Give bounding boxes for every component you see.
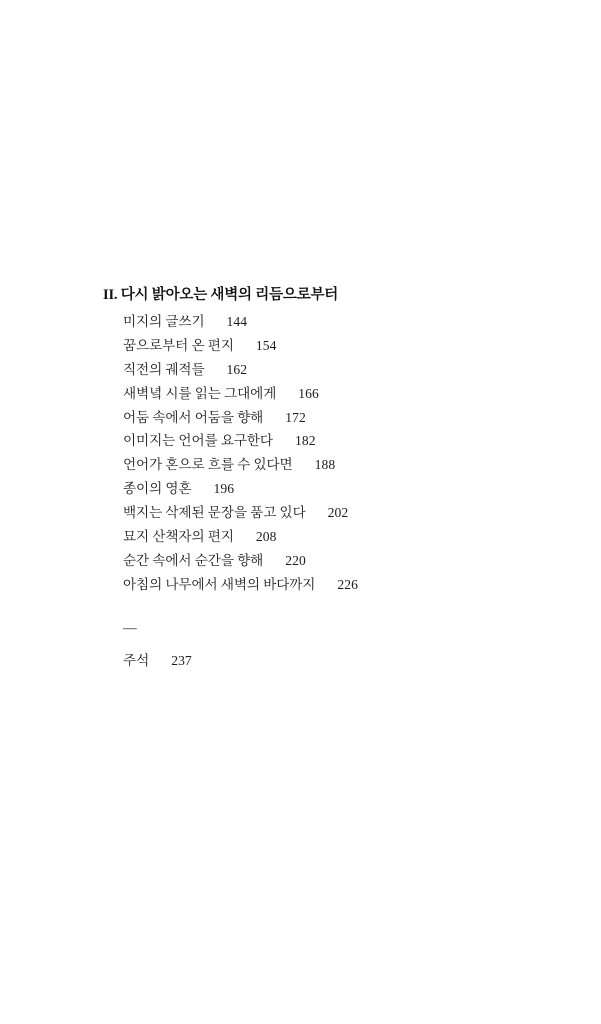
toc-entry-title: 직전의 궤적들 [123,361,205,377]
toc-entry-page: 208 [255,529,277,545]
toc-entry-title: 미지의 글쓰기 [123,314,205,329]
list-item[interactable] [123,530,533,544]
list-item[interactable] [123,578,533,592]
list-item[interactable] [123,315,533,329]
toc-entry-title: 종이의 영혼 [123,481,192,497]
toc-entry-title: 꿈으로부터 온 편지 [123,337,234,353]
toc-divider [103,619,533,637]
toc-entry-title: 순간 속에서 순간을 향해 [123,552,264,568]
table-of-contents [103,283,533,670]
toc-entry-page: 202 [327,505,349,521]
toc-entry-page: 166 [298,385,319,401]
list-item[interactable] [123,363,533,377]
toc-entry-page: 162 [226,361,248,377]
toc-entry-title: 묘지 산책자의 편지 [123,529,234,545]
em-dash-glyph: — [123,620,137,636]
list-item[interactable] [123,458,533,472]
toc-entry-page: 188 [314,457,336,473]
toc-entry-list [103,315,533,591]
toc-entry-page: 220 [285,552,306,568]
toc-entry-title: 어둠 속에서 어둠을 향해 [123,409,264,425]
toc-entry-page: 196 [213,481,235,497]
toc-entry-page: 182 [294,433,316,449]
toc-entry-title: 백지는 삭제된 문장을 품고 있다 [123,505,306,521]
list-item[interactable] [123,506,533,520]
toc-entry-page: 237 [171,653,192,669]
toc-entry-page: 144 [226,314,248,329]
toc-entry-title: 새벽녘 시를 읽는 그대에게 [123,385,277,401]
list-item[interactable] [123,339,533,353]
toc-entry-page: 154 [255,337,277,353]
toc-entry-title: 주석 [123,653,150,669]
toc-entry-page: 172 [285,409,306,425]
list-item[interactable] [123,482,533,496]
toc-notes-entry[interactable] [103,649,533,670]
list-item[interactable] [123,387,533,401]
toc-entry-title: 이미지는 언어를 요구한다 [123,433,273,449]
toc-entry-title: 언어가 혼으로 흐를 수 있다면 [123,457,293,473]
toc-entry-title: 아침의 나무에서 새벽의 바다까지 [123,576,316,592]
list-item[interactable] [123,411,533,425]
list-item[interactable] [123,554,533,568]
list-item[interactable] [123,434,533,448]
toc-section-title: II. 다시 밝아오는 새벽의 리듬으로부터 [103,287,339,303]
toc-entry-page: 226 [337,576,359,592]
